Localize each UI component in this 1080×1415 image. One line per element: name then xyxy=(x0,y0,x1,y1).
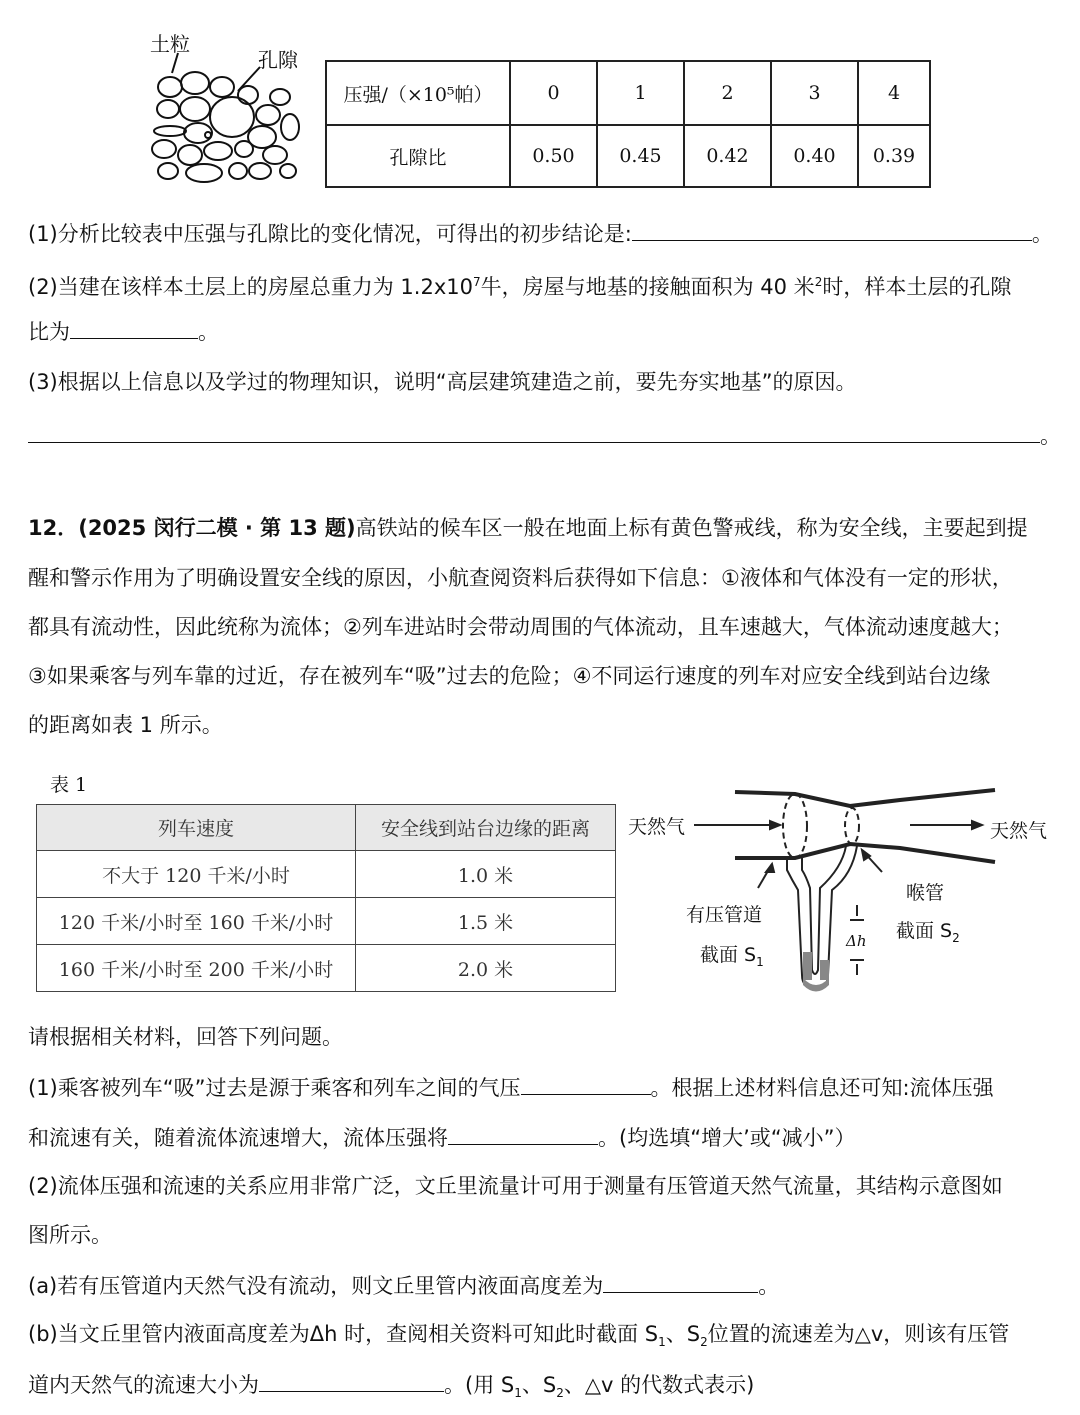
pressure-cell: 3 xyxy=(771,61,858,125)
answer-blank[interactable] xyxy=(28,420,1040,443)
subscript: 1 xyxy=(658,1335,666,1350)
answer-1-text-b: 。根据上述材料信息还可知:流体压强 xyxy=(650,1076,994,1100)
answer-b-text: 、S xyxy=(521,1373,557,1397)
subscript: 1 xyxy=(514,1386,522,1401)
subscript: 1 xyxy=(756,954,764,969)
subscript: 2 xyxy=(556,1386,564,1401)
q11-part1-text: (1)分析比较表中压强与孔隙比的变化情况，可得出的初步结论是: xyxy=(28,222,632,246)
pressure-cell: 4 xyxy=(858,61,930,125)
answer-1-line2 xyxy=(28,1122,856,1153)
throat-section-label xyxy=(896,916,960,945)
subscript: 2 xyxy=(700,1335,708,1350)
answer-blank[interactable] xyxy=(70,316,198,339)
label-pore: 孔隙 xyxy=(258,48,298,72)
header-train-speed: 列车速度 xyxy=(37,805,356,851)
q11-part2-text-b: 牛，房屋与地基的接触面积为 40 米 xyxy=(480,275,815,299)
answer-blank[interactable] xyxy=(448,1122,598,1145)
answer-1-text-d: 。(均选填“增大’或“减小”） xyxy=(598,1126,856,1150)
q11-part2-end: 。 xyxy=(198,320,219,344)
answer-2-line2: 图所示。 xyxy=(28,1223,112,1247)
answer-1-text-c: 和流速有关，随着流体流速增大，流体压强将 xyxy=(28,1126,448,1150)
pressure-cell: 0 xyxy=(510,61,597,125)
void-ratio-cell: 0.39 xyxy=(858,125,930,187)
q11-part2 xyxy=(28,267,1011,302)
q11-part2-text-c: 时，样本土层的孔隙 xyxy=(822,275,1012,299)
q12-line4: ③如果乘客与列车靠的过近，存在被列车“吸”过去的危险；④不同运行速度的列车对应安全线到站台边缘 xyxy=(28,664,991,688)
answer-1-text-a: (1)乘客被列车“吸”过去是源于乘客和列车之间的气压 xyxy=(28,1076,521,1100)
pipe-label: 有压管道 xyxy=(686,904,763,926)
answer-1-line1 xyxy=(28,1072,994,1103)
distance-cell: 2.0 米 xyxy=(356,945,616,992)
answer-b-text: (b)当文丘里管内液面高度差为Δh 时，查阅相关资料可知此时截面 S xyxy=(28,1322,659,1346)
table1-caption: 表 1 xyxy=(50,774,88,796)
answer-b-text: 。(用 S xyxy=(444,1373,515,1397)
throat-label: 喉管 xyxy=(906,882,945,904)
q11-part3-end: 。 xyxy=(1040,424,1061,448)
pressure-void-ratio-table xyxy=(325,60,931,188)
q11-part2-cont xyxy=(28,316,219,347)
speed-cell: 160 千米/小时至 200 千米/小时 xyxy=(37,945,356,992)
venturi-meter-diagram xyxy=(620,780,1060,1000)
answer-blank[interactable] xyxy=(632,218,1032,241)
q12-line3: 都具有流动性，因此统称为流体；②列车进站时会带动周围的气体流动，且车速越大，气体流动速度越大； xyxy=(28,615,1013,639)
void-ratio-cell: 0.50 xyxy=(510,125,597,187)
q11-part3-text: (3)根据以上信息以及学过的物理知识，说明“高层建筑建造之前，要先夯实地基”的原因。 xyxy=(28,370,857,394)
answers-intro: 请根据相关材料，回答下列问题。 xyxy=(28,1025,343,1049)
answer-b-line2 xyxy=(28,1369,754,1408)
q12-line5: 的距离如表 1 所示。 xyxy=(28,713,223,737)
void-ratio-header: 孔隙比 xyxy=(326,125,510,187)
pressure-cell: 1 xyxy=(597,61,684,125)
q11-part2-text-a: (2)当建在该样本土层上的房屋总重力为 1.2x10 xyxy=(28,275,473,299)
q12-text: 高铁站的候车区一般在地面上标有黄色警戒线，称为安全线，主要起到提 xyxy=(355,516,1028,540)
exponent: 7 xyxy=(472,275,481,289)
pressure-cell: 2 xyxy=(684,61,771,125)
answer-b-text: 、△v 的代数式表示) xyxy=(563,1373,755,1397)
q11-part1-end: 。 xyxy=(1031,222,1053,246)
answer-b-text: 位置的流速差为△v，则该有压管 xyxy=(707,1322,1010,1346)
answer-a-end: 。 xyxy=(758,1274,780,1298)
speed-cell: 120 千米/小时至 160 千米/小时 xyxy=(37,898,356,945)
void-ratio-cell: 0.40 xyxy=(771,125,858,187)
void-ratio-cell: 0.45 xyxy=(597,125,684,187)
answer-2-line1: (2)流体压强和流速的关系应用非常广泛，文丘里流量计可用于测量有压管道天然气流量，其结构示意图如 xyxy=(28,1174,1003,1198)
pressure-header: 压强/（×10⁵帕） xyxy=(326,61,510,125)
answer-a-text: (a)若有压管道内天然气没有流动，则文丘里管内液面高度差为 xyxy=(28,1274,604,1298)
exponent: 2 xyxy=(814,275,823,289)
distance-cell: 1.0 米 xyxy=(356,851,616,898)
q12-line2: 醒和警示作用为了明确设置安全线的原因，小航查阅资料后获得如下信息：①液体和气体没有一定的形状， xyxy=(28,566,1013,590)
height-difference-label: Δh xyxy=(846,932,867,950)
q11-part1 xyxy=(28,218,1053,249)
pipe-section-text: 截面 S xyxy=(700,944,757,966)
throat-section-text: 截面 S xyxy=(896,920,953,942)
q12-number: 12．(2025 闵行二模 · 第 13 题) xyxy=(28,516,356,540)
speed-cell: 不大于 120 千米/小时 xyxy=(37,851,356,898)
pipe-section-label xyxy=(700,940,764,969)
answer-b-text: 、S xyxy=(665,1322,701,1346)
answer-blank[interactable] xyxy=(521,1072,651,1095)
distance-cell: 1.5 米 xyxy=(356,898,616,945)
q11-part3 xyxy=(28,367,857,397)
header-distance: 安全线到站台边缘的距离 xyxy=(356,805,616,851)
answer-blank[interactable] xyxy=(259,1369,444,1392)
q11-part2-text-d: 比为 xyxy=(28,320,70,344)
answer-a-line xyxy=(28,1270,779,1301)
subscript: 2 xyxy=(952,930,960,945)
gas-inlet-label: 天然气 xyxy=(628,816,686,838)
answer-b-text: 道内天然气的流速大小为 xyxy=(28,1373,259,1397)
void-ratio-cell: 0.42 xyxy=(684,125,771,187)
q11-part3-answer xyxy=(28,420,1061,451)
q12-line1 xyxy=(28,513,1028,543)
speed-distance-table xyxy=(36,804,616,992)
label-soil-grain: 土粒 xyxy=(150,32,190,56)
answer-blank[interactable] xyxy=(603,1270,758,1293)
gas-outlet-label: 天然气 xyxy=(990,820,1048,842)
answer-b-line1 xyxy=(28,1319,1009,1357)
